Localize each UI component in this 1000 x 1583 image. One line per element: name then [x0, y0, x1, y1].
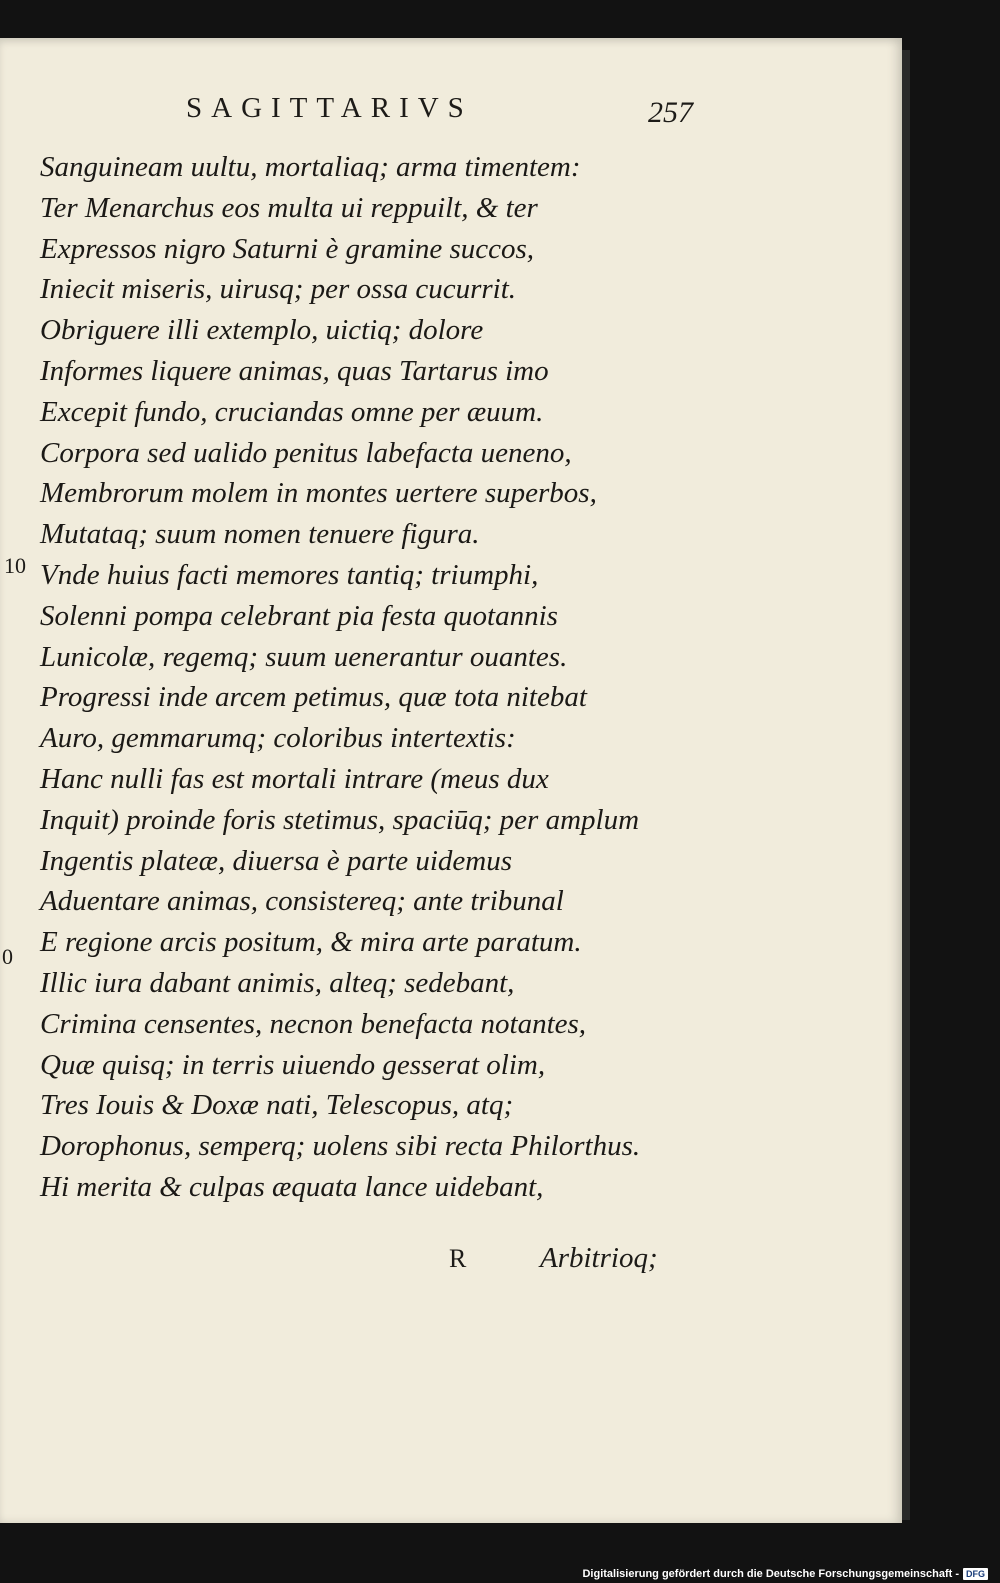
verse-line: Inquit) proinde foris stetimus, spaciūq; per amplum [40, 803, 640, 836]
verse-line: Crimina censentes, necnon benefacta notantes, [40, 1007, 587, 1040]
page-number: 257 [648, 96, 693, 129]
digitization-credit [582, 1568, 988, 1580]
verse-line: Quæ quisq; in terris uiuendo gesserat olim, [40, 1048, 546, 1081]
verse-line: Excepit fundo, cruciandas omne per æuum. [40, 395, 544, 428]
verse-list [40, 147, 720, 1208]
credit-text: Digitalisierung gefördert durch die Deutsche Forschungsgemeinschaft - [582, 1568, 959, 1580]
dfg-logo: DFG [963, 1568, 988, 1580]
verse-line: Lunicolæ, regemq; suum uenerantur ouantes. [40, 640, 568, 673]
line-number-10: 10 [4, 553, 26, 578]
verse-line: Obriguere illi extemplo, uictiq; dolore [40, 314, 484, 347]
verse-line: E regione arcis positum, & mira arte paratum. [40, 926, 582, 959]
running-head: SAGITTARIVS [186, 92, 473, 124]
verse-line: Tres Iouis & Doxæ nati, Telescopus, atq; [40, 1089, 514, 1122]
verse-line: Membrorum molem in montes uertere superbos, [40, 477, 597, 510]
verse-line: Iniecit miseris, uirusq; per ossa cucurrit. [40, 273, 517, 306]
page-edge [902, 50, 910, 1520]
verse-line: Dorophonus, semperq; uolens sibi recta Philorthus. [40, 1130, 641, 1163]
verse-line: Auro, gemmarumq; coloribus intertextis: [40, 722, 516, 755]
signature-mark: R [449, 1244, 467, 1273]
verse-line: Hi merita & culpas æquata lance uidebant, [40, 1170, 544, 1203]
verse-line: Hanc nulli fas est mortali intrare (meus dux [40, 762, 549, 795]
verse-line: Solenni pompa celebrant pia festa quotannis [40, 599, 558, 632]
verse-line: Expressos nigro Saturni è gramine succos, [40, 232, 535, 265]
verse-line: Sanguineam uultu, mortaliaq; arma timentem: [40, 151, 581, 183]
line-number-20: 0 [2, 944, 13, 969]
verse-line: Ingentis plateæ, diuersa è parte uidemus [40, 844, 513, 877]
verse-line: Aduentare animas, consistereq; ante tribunal [40, 885, 564, 918]
verse-line: Progressi inde arcem petimus, quæ tota nitebat [40, 681, 587, 714]
verse-line: Illic iura dabant animis, alteq; sedebant, [40, 966, 515, 999]
verse-line: Ter Menarchus eos multa ui reppuilt, & ter [40, 191, 538, 224]
verse-line: Mutataq; suum nomen tenuere figura. [40, 518, 480, 551]
verse-line: Vnde huius facti memores tantiq; triumphi, [40, 558, 539, 591]
verse-line: Corpora sed ualido penitus labefacta ueneno, [40, 436, 572, 469]
verse-line: Informes liquere animas, quas Tartarus imo [40, 354, 549, 387]
catchword: Arbitrioq; [540, 1242, 658, 1274]
